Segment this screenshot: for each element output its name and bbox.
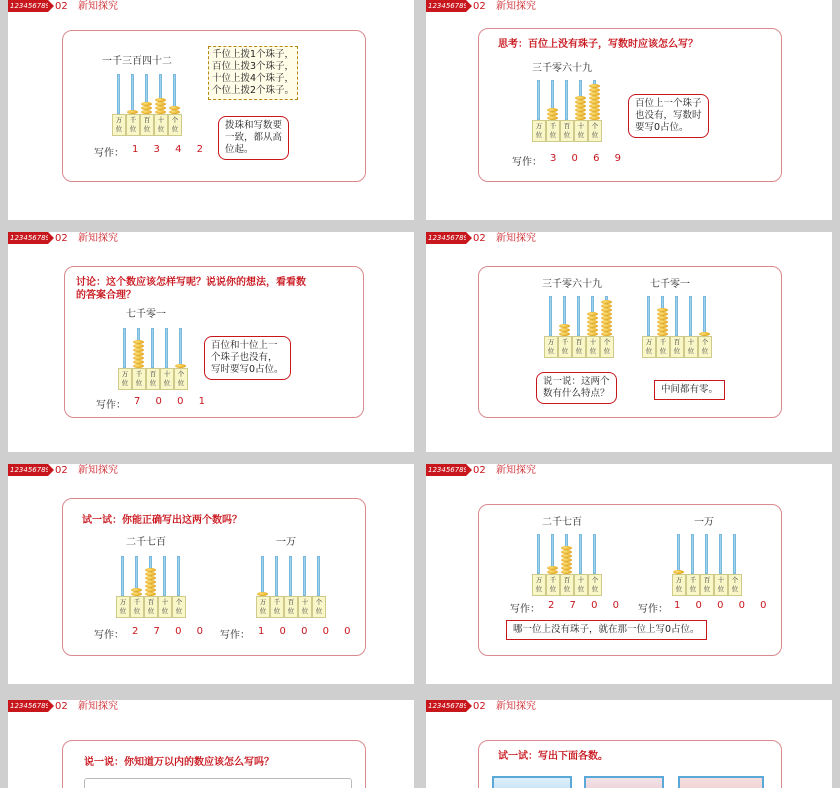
place-value-label: 十 位 [574,574,588,596]
header-number: 02 [55,233,68,244]
note-line: 个位上拨2个珠子。 [212,85,295,96]
abacus-bead [169,106,180,110]
place-value-label: 万 位 [544,336,558,358]
abacus-bead [561,554,572,558]
abacus-bead [589,108,600,112]
place-value-label: 百 位 [284,596,298,618]
abacus-bead [145,588,156,592]
written-number: 7 0 0 1 [134,396,211,407]
place-value-label: 万 位 [112,114,126,136]
place-value-label: 万 位 [532,574,546,596]
slide-4[interactable] [426,232,832,452]
place-value-label: 百 位 [560,120,574,142]
abacus-rod [163,556,166,596]
abacus-bead [141,106,152,110]
abacus-rod [579,534,582,574]
abacus-rod [549,296,552,336]
place-value-label: 千 位 [546,120,560,142]
abacus-bead [547,112,558,116]
abacus-bead [575,112,586,116]
abacus-rod [165,328,168,368]
header-title: 新知探究 [78,1,118,12]
abacus-bead [657,320,668,324]
abacus-bead [131,588,142,592]
abacus-rod [705,534,708,574]
abacus-rod [275,556,278,596]
abacus-bead [155,106,166,110]
place-value-label: 千 位 [686,574,700,596]
place-value-label: 千 位 [656,336,670,358]
abacus-bead [559,324,570,328]
abacus-base [532,574,602,596]
question-text: 说一说：你知道万以内的数应该怎么写吗？ [84,757,274,768]
place-value-label: 万 位 [118,368,132,390]
note-line: 千位上拨1个珠子， [212,49,295,60]
place-value-label: 万 位 [642,336,656,358]
header-tag: 123456789 [428,2,469,10]
abacus-bead [657,324,668,328]
place-value-label: 十 位 [684,336,698,358]
header-tag: 123456789 [10,2,51,10]
place-value-label: 十 位 [158,596,172,618]
abacus-rod [691,534,694,574]
place-value-label: 个 位 [698,336,712,358]
slide-8[interactable] [426,700,832,788]
abacus-bead [587,320,598,324]
abacus-bead [657,308,668,312]
abacus-bead [561,566,572,570]
place-value-label: 百 位 [700,574,714,596]
abacus-base [544,336,614,358]
abacus-rod [689,296,692,336]
bubble-line: 个珠子也没有， [211,352,278,363]
write-label: 写作： [96,400,126,411]
number-words-left: 二千七百 [126,537,166,548]
abacus-bead [133,356,144,360]
header-number: 02 [55,1,68,12]
abacus-bead [155,102,166,106]
write-label-right: 写作： [638,604,668,615]
abacus-rod [565,80,568,120]
slide-1[interactable] [8,0,414,220]
place-value-label: 十 位 [154,114,168,136]
place-value-label: 十 位 [586,336,600,358]
number-words-left: 二千七百 [542,517,582,528]
abacus-rod [317,556,320,596]
number-words: 三千零六十九 [532,63,592,74]
abacus-bead [155,98,166,102]
slide-6[interactable] [426,464,832,684]
place-value-label: 十 位 [160,368,174,390]
abacus-bead [133,340,144,344]
bubble-line: 数有什么特点？ [543,388,610,399]
write-label-right: 写作： [220,630,250,641]
header-number: 02 [473,233,486,244]
abacus-bead [589,100,600,104]
place-value-label: 万 位 [256,596,270,618]
abacus-rod [131,74,134,114]
abacus-bead [145,584,156,588]
header-number: 02 [473,701,486,712]
write-label-left: 写作： [510,604,540,615]
place-value-label: 百 位 [670,336,684,358]
abacus-bead [561,550,572,554]
abacus-bead [145,576,156,580]
abacus-bead [133,360,144,364]
place-value-label: 个 位 [588,574,602,596]
abacus-bead [601,308,612,312]
header-title: 新知探究 [78,701,118,712]
place-value-label: 个 位 [728,574,742,596]
place-value-label: 千 位 [126,114,140,136]
abacus-rod [703,296,706,336]
place-value-label: 个 位 [168,114,182,136]
abacus-bead [141,102,152,106]
abacus-rod [177,556,180,596]
abacus-bead [601,312,612,316]
abacus-bead [589,84,600,88]
bubble-line: 要写0占位。 [635,122,689,133]
abacus-bead [601,320,612,324]
abacus-rod [303,556,306,596]
abacus-base [112,114,182,136]
place-value-label: 千 位 [558,336,572,358]
place-value-label: 千 位 [132,368,146,390]
header-number: 02 [55,701,68,712]
header-title: 新知探究 [496,1,536,12]
abacus-bead [587,328,598,332]
slide-2[interactable] [426,0,832,220]
written-number-left: 2 7 0 0 [132,626,209,637]
note-line: 十位上拨4个珠子， [212,73,295,84]
place-value-label: 百 位 [140,114,154,136]
abacus-bead [547,566,558,570]
abacus-bead [601,324,612,328]
answer-box: 中间都有零。 [654,380,725,400]
number-words: 七千零一 [126,309,166,320]
place-value-label: 个 位 [172,596,186,618]
header-tag: 123456789 [10,702,51,710]
header-number: 02 [55,465,68,476]
question-line: 的答案合理？ [76,290,136,301]
abacus-rod [733,534,736,574]
question-line: 讨论：这个数应该怎样写呢？说说你的想法，看看数 [76,277,306,288]
picture-3 [678,776,764,788]
write-label-left: 写作： [94,630,124,641]
abacus-rod [121,556,124,596]
abacus-bead [145,580,156,584]
place-value-label: 万 位 [672,574,686,596]
bubble-line: 说一说：这两个 [543,376,610,387]
abacus-bead [559,328,570,332]
abacus-bead [589,88,600,92]
abacus-rod [577,296,580,336]
bubble-line: 百位和十位上一 [211,340,278,351]
abacus-rod [179,328,182,368]
written-number-right: 1 0 0 0 0 [674,600,773,611]
abacus-bead [561,562,572,566]
number-words-left: 三千零六十九 [542,279,602,290]
write-label: 写作： [94,148,124,159]
abacus-bead [601,328,612,332]
written-number: 1 3 4 2 [132,144,209,155]
place-value-label: 十 位 [574,120,588,142]
header-title: 新知探究 [78,233,118,244]
answer-area [84,778,352,788]
abacus-bead [133,348,144,352]
place-value-label: 十 位 [298,596,312,618]
abacus-base [116,596,186,618]
header-title: 新知探究 [496,233,536,244]
abacus-bead [133,344,144,348]
abacus-rod [537,80,540,120]
header-title: 新知探究 [78,465,118,476]
abacus-bead [547,108,558,112]
tip-bubble [218,116,289,160]
place-value-label: 十 位 [714,574,728,596]
question-bubble [536,372,617,404]
bubble-line: 也没有，写数时 [635,110,702,121]
abacus-bead [601,304,612,308]
slide-5[interactable] [8,464,414,684]
header-number: 02 [473,1,486,12]
abacus-bead [587,316,598,320]
abacus-rod [289,556,292,596]
abacus-rod [593,534,596,574]
rule-box: 哪一位上没有珠子，就在那一位上写0占位。 [506,620,707,640]
abacus-rod [675,296,678,336]
header-tag: 123456789 [10,234,51,242]
abacus-rod [123,328,126,368]
abacus-bead [601,316,612,320]
abacus-bead [587,312,598,316]
question-text: 思考：百位上没有珠子，写数时应该怎么写？ [498,39,698,50]
abacus-bead [589,104,600,108]
bubble-line: 位起。 [225,144,254,155]
abacus-rod [719,534,722,574]
write-label: 写作： [512,157,542,168]
bubble-line: 一致，都从高 [225,132,283,143]
number-words-right: 一万 [694,517,714,528]
place-value-label: 百 位 [572,336,586,358]
abacus-rod [261,556,264,596]
abacus-bead [561,546,572,550]
place-value-label: 千 位 [130,596,144,618]
abacus-rod [677,534,680,574]
abacus-bead [657,316,668,320]
abacus-bead [145,572,156,576]
abacus-rod [647,296,650,336]
picture-2 [584,776,664,788]
bubble-line: 写时要写0占位。 [211,364,284,375]
abacus-bead [133,352,144,356]
header-title: 新知探究 [496,701,536,712]
slide-3[interactable] [8,232,414,452]
bead-note [208,46,298,100]
place-value-label: 个 位 [600,336,614,358]
abacus-bead [601,300,612,304]
question-text [76,276,306,302]
abacus-bead [575,108,586,112]
bubble-line: 百位上一个珠子 [635,98,702,109]
abacus-base [256,596,326,618]
abacus-base [118,368,188,390]
content-card [478,266,782,418]
abacus-bead [657,312,668,316]
place-value-label: 百 位 [146,368,160,390]
header-tag: 123456789 [10,466,51,474]
abacus-base [532,120,602,142]
written-number-right: 1 0 0 0 0 [258,626,357,637]
abacus-bead [589,96,600,100]
abacus-rod [117,74,120,114]
abacus-bead [561,558,572,562]
header-tag: 123456789 [428,702,469,710]
number-words: 一千三百四十二 [102,56,172,67]
abacus-bead [657,328,668,332]
abacus-bead [575,100,586,104]
picture-1 [492,776,572,788]
place-value-label: 百 位 [144,596,158,618]
abacus-bead [587,324,598,328]
written-number: 3 0 6 9 [550,153,627,164]
abacus-bead [145,568,156,572]
place-value-label: 个 位 [588,120,602,142]
abacus-base [672,574,742,596]
question-text: 试一试：写出下面各数。 [498,751,608,762]
question-text: 试一试：你能正确写出这两个数吗？ [82,515,242,526]
tip-bubble [628,94,709,138]
abacus-rod [151,328,154,368]
tip-bubble [204,336,291,380]
abacus-rod [537,534,540,574]
place-value-label: 百 位 [560,574,574,596]
place-value-label: 万 位 [532,120,546,142]
abacus-bead [589,92,600,96]
note-line: 百位上拨3个珠子， [212,61,295,72]
place-value-label: 万 位 [116,596,130,618]
header-tag: 123456789 [428,234,469,242]
number-words-right: 一万 [276,537,296,548]
number-words-right: 七千零一 [650,279,690,290]
place-value-label: 个 位 [312,596,326,618]
place-value-label: 个 位 [174,368,188,390]
header-number: 02 [473,465,486,476]
abacus-base [642,336,712,358]
abacus-bead [589,112,600,116]
abacus-bead [575,96,586,100]
place-value-label: 千 位 [546,574,560,596]
bubble-line: 拨珠和写数要 [225,120,283,131]
header-tag: 123456789 [428,466,469,474]
place-value-label: 千 位 [270,596,284,618]
header-title: 新知探究 [496,465,536,476]
written-number-left: 2 7 0 0 [548,600,625,611]
slide-7[interactable] [8,700,414,788]
abacus-bead [575,104,586,108]
